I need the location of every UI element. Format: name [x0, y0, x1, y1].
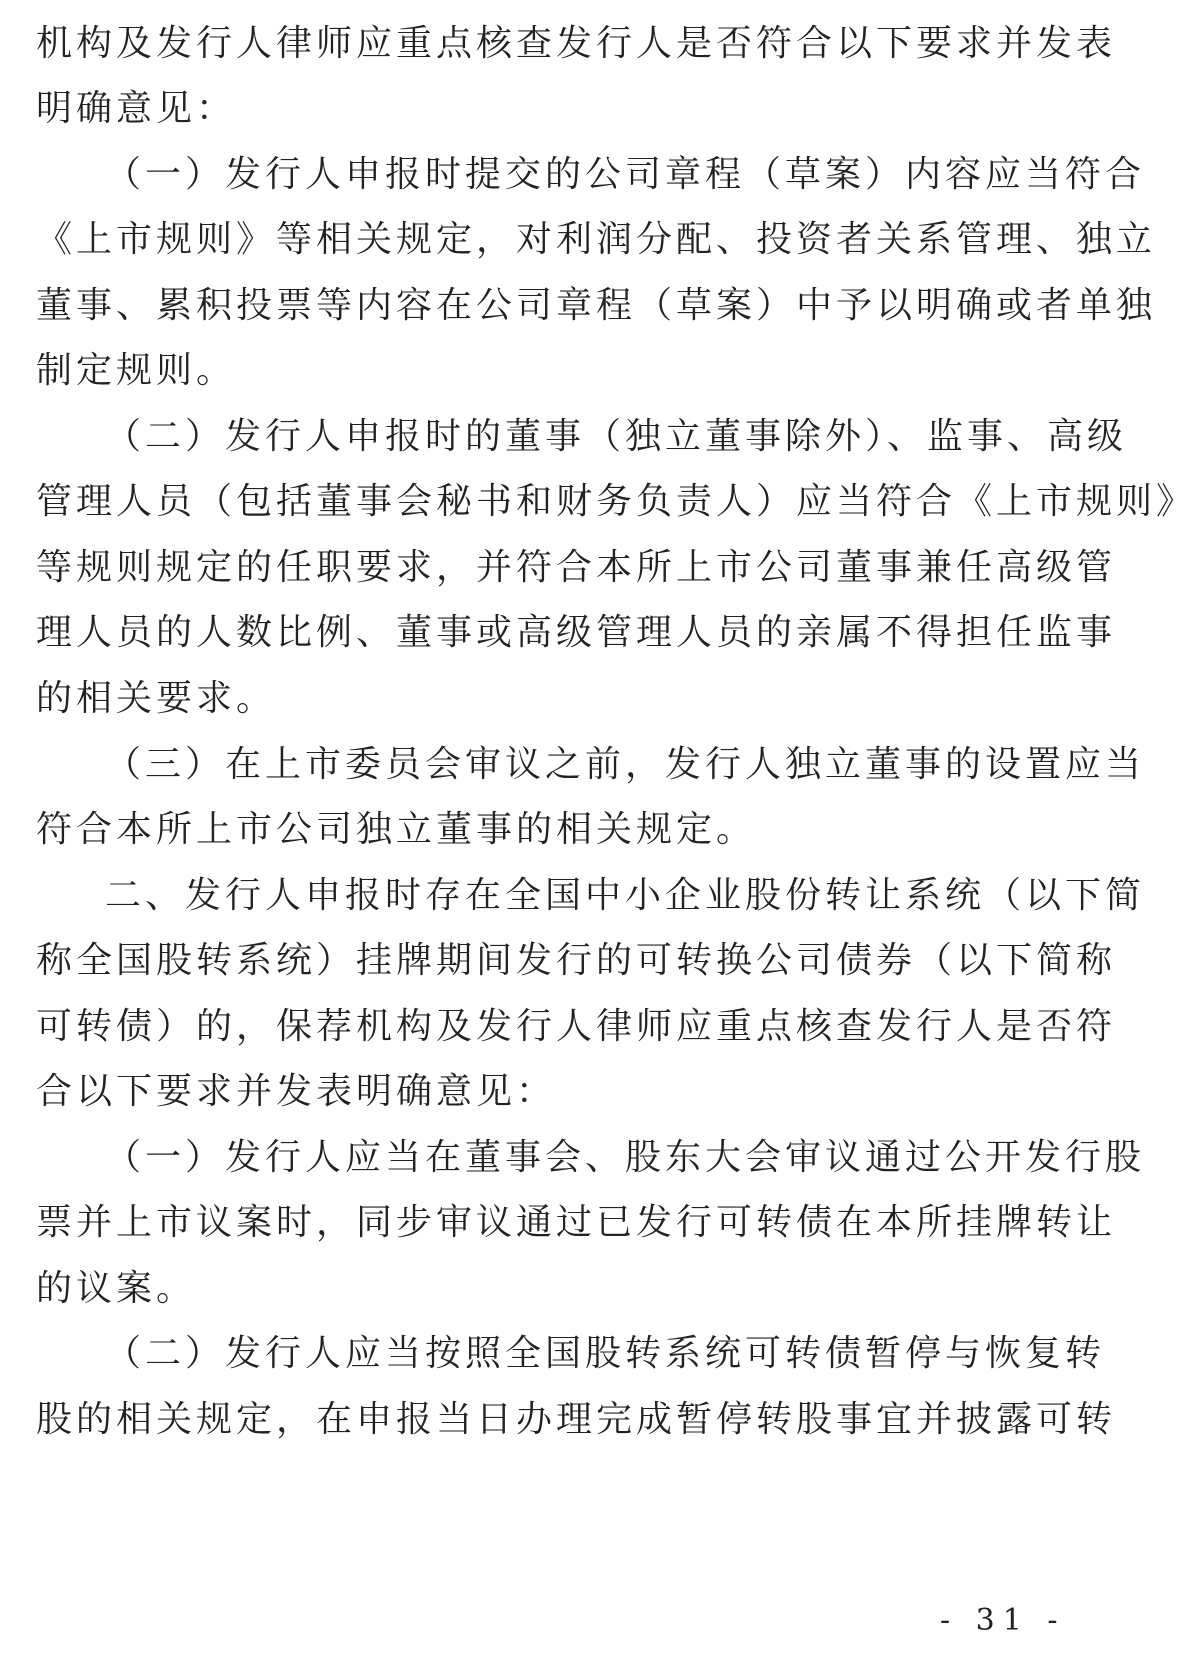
text-line: 称全国股转系统）挂牌期间发行的可转换公司债券（以下简称: [36, 940, 1117, 981]
paragraph-5-start: （二）发行人应当按照全国股转系统可转债暂停与恢复转: [105, 1333, 1106, 1374]
text-line: 股的相关规定，在申报当日办理完成暂停转股事宜并披露可转: [36, 1399, 1117, 1440]
paragraph-3-start: （三）在上市委员会审议之前，发行人独立董事的设置应当: [105, 744, 1146, 785]
text-line: 可转债）的，保荐机构及发行人律师应重点核查发行人是否符: [36, 1006, 1117, 1047]
text-line: 《上市规则》等相关规定，对利润分配、投资者关系管理、独立: [36, 219, 1157, 260]
text-line: 机构及发行人律师应重点核查发行人是否符合以下要求并发表: [36, 23, 1117, 64]
text-line: 董事、累积投票等内容在公司章程（草案）中予以明确或者单独: [36, 285, 1157, 326]
text-line: 管理人员（包括董事会秘书和财务负责人）应当符合《上市规则》: [36, 481, 1196, 522]
text-line: 合以下要求并发表明确意见：: [36, 1071, 557, 1112]
page-number: - 31 -: [940, 1603, 1066, 1638]
section-2-heading: 二、发行人申报时存在全国中小企业股份转让系统（以下简: [105, 875, 1146, 916]
paragraph-4-start: （一）发行人应当在董事会、股东大会审议通过公开发行股: [105, 1137, 1146, 1178]
text-line: 票并上市议案时，同步审议通过已发行可转债在本所挂牌转让: [36, 1202, 1117, 1243]
text-line: 符合本所上市公司独立董事的相关规定。: [36, 809, 757, 850]
text-line: 的议案。: [36, 1268, 197, 1309]
paragraph-2-start: （二）发行人申报时的董事（独立董事除外）、监事、高级: [105, 416, 1128, 457]
text-line: 等规则规定的任职要求，并符合本所上市公司董事兼任高级管: [36, 547, 1117, 588]
text-line: 制定规则。: [36, 350, 237, 391]
text-line: 理人员的人数比例、董事或高级管理人员的亲属不得担任监事: [36, 612, 1117, 653]
text-line: 明确意见：: [36, 88, 237, 129]
text-line: 的相关要求。: [36, 678, 277, 719]
paragraph-1-start: （一）发行人申报时提交的公司章程（草案）内容应当符合: [105, 154, 1146, 195]
